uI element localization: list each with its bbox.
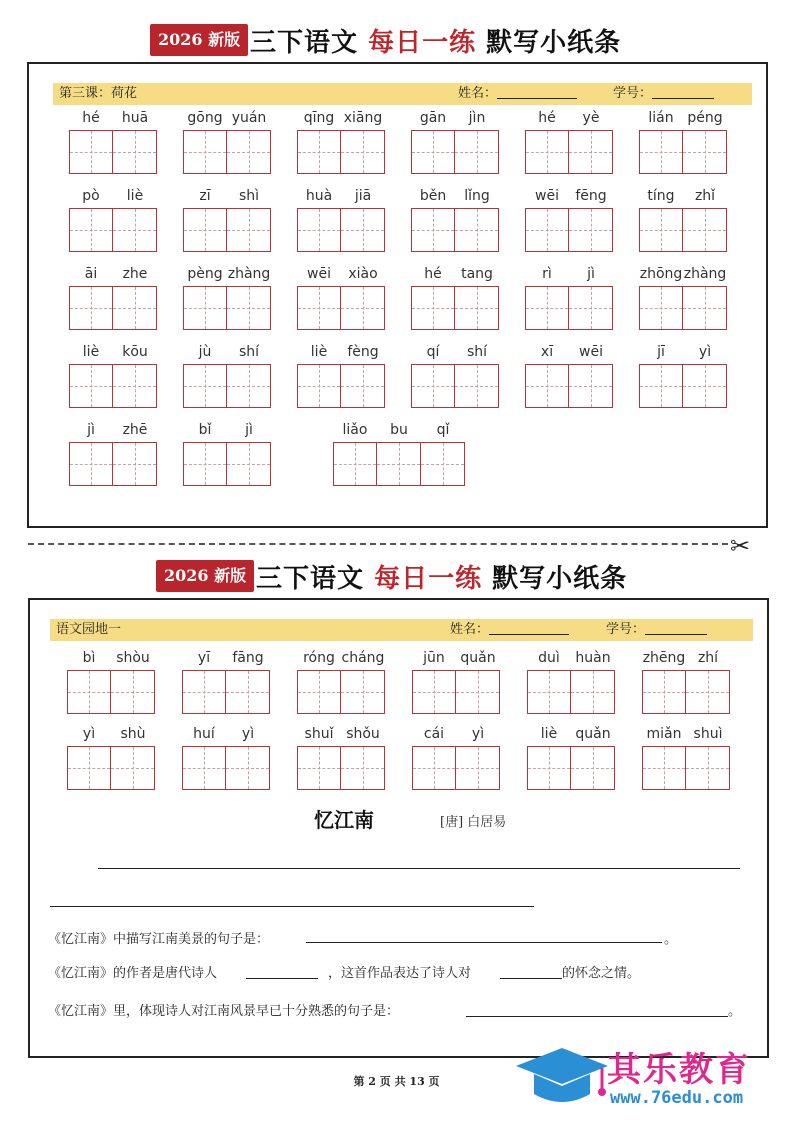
graduation-cap-icon — [512, 1044, 612, 1114]
writing-cell[interactable] — [456, 670, 500, 714]
question-3 — [48, 1000, 399, 1019]
pinyin-label: yuán — [231, 110, 267, 126]
writing-cell[interactable] — [113, 130, 157, 174]
brand-logo — [512, 1040, 792, 1120]
writing-cell[interactable] — [182, 746, 226, 790]
answer-blank-2a[interactable] — [246, 978, 318, 979]
pinyin-label: jì — [245, 422, 253, 438]
sheet1-header — [0, 20, 793, 60]
writing-cell[interactable] — [183, 364, 227, 408]
writing-cell[interactable] — [227, 130, 271, 174]
writing-cell[interactable] — [69, 442, 113, 486]
pinyin-label: bì — [82, 650, 96, 666]
student-number-field[interactable] — [606, 619, 707, 641]
writing-cell[interactable] — [412, 746, 456, 790]
writing-cell[interactable] — [227, 442, 271, 486]
writing-cell[interactable] — [686, 670, 730, 714]
writing-cell[interactable] — [182, 670, 226, 714]
pinyin-label: shuì — [693, 726, 723, 742]
writing-cell[interactable] — [226, 670, 270, 714]
name-field[interactable] — [450, 619, 569, 641]
writing-cell[interactable] — [297, 286, 341, 330]
writing-cell[interactable] — [183, 130, 227, 174]
brand-url[interactable]: www.76edu.com — [610, 1088, 744, 1108]
page-title — [256, 558, 627, 595]
writing-cell[interactable] — [683, 208, 727, 252]
pinyin-label: zī — [199, 188, 211, 204]
writing-cell[interactable] — [69, 286, 113, 330]
pinyin-label: zhàng — [227, 266, 271, 282]
pinyin-label: qǐ — [436, 422, 450, 438]
answer-blank-1[interactable] — [306, 942, 662, 943]
pinyin-label: bu — [390, 422, 408, 438]
pinyin-label: hé — [424, 266, 442, 282]
writing-cell[interactable] — [341, 130, 385, 174]
pinyin-label: huí — [193, 726, 215, 742]
pinyin-label: wēi — [307, 266, 331, 282]
writing-cell[interactable] — [111, 746, 155, 790]
writing-cell[interactable] — [455, 130, 499, 174]
pinyin-label: zhàng — [683, 266, 727, 282]
writing-cell[interactable] — [411, 364, 455, 408]
brand-name: 其乐教育 — [607, 1050, 751, 1090]
writing-cell[interactable] — [525, 130, 569, 174]
number-label: 学号： — [613, 86, 653, 101]
question-1 — [48, 928, 269, 947]
pinyin-label: kōu — [122, 344, 148, 360]
pinyin-label: pò — [82, 188, 100, 204]
poem-title: 忆江南 — [314, 808, 374, 832]
writing-cell[interactable] — [183, 208, 227, 252]
dictation-sheet-1 — [27, 62, 768, 528]
page-title — [250, 22, 621, 59]
writing-cell[interactable] — [111, 670, 155, 714]
pinyin-label: shòu — [116, 650, 150, 666]
pinyin-label: shuǐ — [304, 726, 334, 742]
writing-cell[interactable] — [421, 442, 465, 486]
writing-cell[interactable] — [412, 670, 456, 714]
pinyin-label: xiào — [348, 266, 378, 282]
title-prefix: 三下语文 — [256, 564, 375, 594]
writing-cell[interactable] — [686, 746, 730, 790]
name-field[interactable] — [458, 83, 577, 105]
writing-cell[interactable] — [183, 286, 227, 330]
writing-cell[interactable] — [377, 442, 421, 486]
edition-badge: 2026 新版 — [150, 24, 248, 56]
writing-cell[interactable] — [297, 670, 341, 714]
pinyin-label: jī — [657, 344, 665, 360]
scissors-icon: ✂ — [730, 532, 751, 560]
writing-cell[interactable] — [67, 746, 111, 790]
writing-cell[interactable] — [683, 364, 727, 408]
pinyin-label: cháng — [341, 650, 385, 666]
writing-cell[interactable] — [113, 364, 157, 408]
title-suffix: 默写小纸条 — [482, 564, 628, 594]
writing-cell[interactable] — [525, 208, 569, 252]
pinyin-label: zhēng — [642, 650, 686, 666]
pinyin-label: qí — [426, 344, 440, 360]
pinyin-label: huà — [305, 188, 333, 204]
pinyin-label: pèng — [187, 266, 223, 282]
edition-badge: 2026 新版 — [156, 560, 254, 592]
question-text: 《忆江南》中描写江南美景的句子是： — [48, 932, 270, 947]
pinyin-label: wēi — [535, 188, 559, 204]
pinyin-label: jiā — [354, 188, 372, 204]
question-2 — [48, 962, 217, 981]
pinyin-label: shù — [120, 726, 146, 742]
question-2-end: 的怀念之情。 — [562, 966, 641, 981]
writing-cell[interactable] — [525, 364, 569, 408]
pinyin-label: liǎo — [342, 422, 368, 438]
writing-cell[interactable] — [69, 208, 113, 252]
writing-cell[interactable] — [569, 130, 613, 174]
pinyin-label: huàn — [575, 650, 611, 666]
pinyin-label: hé — [538, 110, 556, 126]
writing-cell[interactable] — [67, 670, 111, 714]
pinyin-label: jì — [87, 422, 95, 438]
writing-cell[interactable] — [411, 208, 455, 252]
writing-cell[interactable] — [341, 670, 385, 714]
writing-cell[interactable] — [341, 208, 385, 252]
question-3-end: 。 — [728, 1004, 742, 1019]
page-number: 第 2 页 共 13 页 — [353, 1075, 440, 1088]
title-highlight: 每日一练 — [368, 28, 477, 58]
cut-line — [28, 543, 728, 545]
pinyin-label: yè — [582, 110, 600, 126]
writing-cell[interactable] — [341, 364, 385, 408]
pinyin-label: quǎn — [575, 726, 611, 742]
number-label: 学号： — [606, 622, 646, 637]
question-text: 《忆江南》里，体现诗人对江南风景早已十分熟悉的句子是： — [48, 1004, 400, 1019]
pinyin-label: qīng — [303, 110, 335, 126]
pinyin-label: fāng — [232, 650, 264, 666]
writing-cell[interactable] — [571, 746, 615, 790]
writing-cell[interactable] — [341, 286, 385, 330]
pinyin-label: shì — [238, 188, 260, 204]
writing-cell[interactable] — [113, 208, 157, 252]
pinyin-label: zhē — [122, 422, 148, 438]
writing-cell[interactable] — [69, 130, 113, 174]
writing-cell[interactable] — [683, 286, 727, 330]
pinyin-label: liè — [310, 344, 328, 360]
pinyin-label: zhǐ — [694, 188, 716, 204]
writing-cell[interactable] — [227, 364, 271, 408]
writing-cell[interactable] — [411, 130, 455, 174]
sheet2-header — [0, 556, 793, 596]
writing-cell[interactable] — [683, 130, 727, 174]
pinyin-label: rì — [542, 266, 552, 282]
student-number-field[interactable] — [613, 83, 714, 105]
writing-cell[interactable] — [569, 364, 613, 408]
writing-cell[interactable] — [297, 208, 341, 252]
pinyin-label: lián — [648, 110, 674, 126]
pinyin-label: liè — [540, 726, 558, 742]
pinyin-label: zhí — [697, 650, 719, 666]
pinyin-label: quǎn — [460, 650, 496, 666]
pinyin-label: yī — [197, 650, 211, 666]
writing-cell[interactable] — [455, 286, 499, 330]
pinyin-label: jūn — [423, 650, 445, 666]
pinyin-label: shǒu — [346, 726, 380, 742]
pinyin-label: jù — [198, 344, 212, 360]
question-1-end: 。 — [664, 932, 678, 947]
writing-cell[interactable] — [455, 364, 499, 408]
pinyin-label: duì — [538, 650, 560, 666]
writing-cell[interactable] — [569, 208, 613, 252]
writing-cell[interactable] — [639, 364, 683, 408]
answer-blank-2b[interactable] — [500, 978, 562, 979]
lesson-title: 语文园地一 — [56, 622, 122, 637]
writing-cell[interactable] — [411, 286, 455, 330]
pinyin-label: péng — [687, 110, 723, 126]
pinyin-label: jì — [587, 266, 595, 282]
poem-author: [唐] 白居易 — [440, 815, 507, 830]
writing-cell[interactable] — [527, 746, 571, 790]
writing-cell[interactable] — [639, 208, 683, 252]
title-suffix: 默写小纸条 — [476, 28, 622, 58]
pinyin-label: zhe — [122, 266, 148, 282]
writing-cell[interactable] — [456, 746, 500, 790]
lesson-title: 第三课：荷花 — [59, 86, 138, 101]
writing-cell[interactable] — [227, 286, 271, 330]
pinyin-label: tíng — [647, 188, 675, 204]
answer-blank-3[interactable] — [466, 1016, 728, 1017]
pinyin-label: huā — [121, 110, 149, 126]
pinyin-label: wēi — [579, 344, 603, 360]
pinyin-label: zhōng — [639, 266, 683, 282]
pinyin-label: shí — [238, 344, 260, 360]
writing-cell[interactable] — [297, 130, 341, 174]
pinyin-label: yì — [698, 344, 712, 360]
pinyin-label: cái — [423, 726, 445, 742]
pinyin-label: liè — [126, 188, 144, 204]
writing-cell[interactable] — [297, 364, 341, 408]
writing-cell[interactable] — [642, 670, 686, 714]
pinyin-label: lǐng — [464, 188, 490, 204]
pinyin-label: miǎn — [646, 726, 682, 742]
pinyin-label: xī — [540, 344, 554, 360]
writing-cell[interactable] — [642, 746, 686, 790]
dictation-sheet-2 — [28, 598, 769, 1058]
writing-cell[interactable] — [527, 670, 571, 714]
pinyin-label: fèng — [347, 344, 379, 360]
writing-cell[interactable] — [569, 286, 613, 330]
pinyin-label: hé — [82, 110, 100, 126]
pinyin-label: róng — [303, 650, 335, 666]
writing-cell[interactable] — [341, 746, 385, 790]
pinyin-label: gān — [419, 110, 447, 126]
writing-cell[interactable] — [297, 746, 341, 790]
pinyin-label: gōng — [187, 110, 223, 126]
pinyin-label: bǐ — [198, 422, 212, 438]
question-text: 《忆江南》的作者是唐代诗人 — [48, 966, 218, 981]
pinyin-label: shí — [466, 344, 488, 360]
writing-cell[interactable] — [639, 130, 683, 174]
writing-cell[interactable] — [639, 286, 683, 330]
pinyin-label: yì — [241, 726, 255, 742]
pinyin-label: tang — [461, 266, 493, 282]
writing-cell[interactable] — [69, 364, 113, 408]
info-band — [53, 83, 752, 105]
pinyin-label: yì — [471, 726, 485, 742]
pinyin-label: xiāng — [343, 110, 383, 126]
poem-writing-line-2[interactable] — [50, 906, 534, 907]
title-prefix: 三下语文 — [250, 28, 369, 58]
writing-cell[interactable] — [226, 746, 270, 790]
pinyin-label: běn — [419, 188, 447, 204]
writing-cell[interactable] — [113, 442, 157, 486]
info-band — [50, 619, 753, 641]
pinyin-label: fēng — [575, 188, 607, 204]
name-label: 姓名： — [450, 622, 490, 637]
title-highlight: 每日一练 — [374, 564, 483, 594]
writing-cell[interactable] — [455, 208, 499, 252]
pinyin-label: liè — [82, 344, 100, 360]
writing-cell[interactable] — [183, 442, 227, 486]
pinyin-label: āi — [84, 266, 98, 282]
question-2-middle: ，这首作品表达了诗人对 — [328, 966, 472, 981]
writing-cell[interactable] — [227, 208, 271, 252]
writing-cell[interactable] — [571, 670, 615, 714]
name-label: 姓名： — [458, 86, 498, 101]
writing-cell[interactable] — [525, 286, 569, 330]
poem-writing-line-1[interactable] — [98, 868, 740, 869]
pinyin-label: jìn — [468, 110, 486, 126]
writing-cell[interactable] — [113, 286, 157, 330]
pinyin-label: yì — [82, 726, 96, 742]
writing-cell[interactable] — [333, 442, 377, 486]
